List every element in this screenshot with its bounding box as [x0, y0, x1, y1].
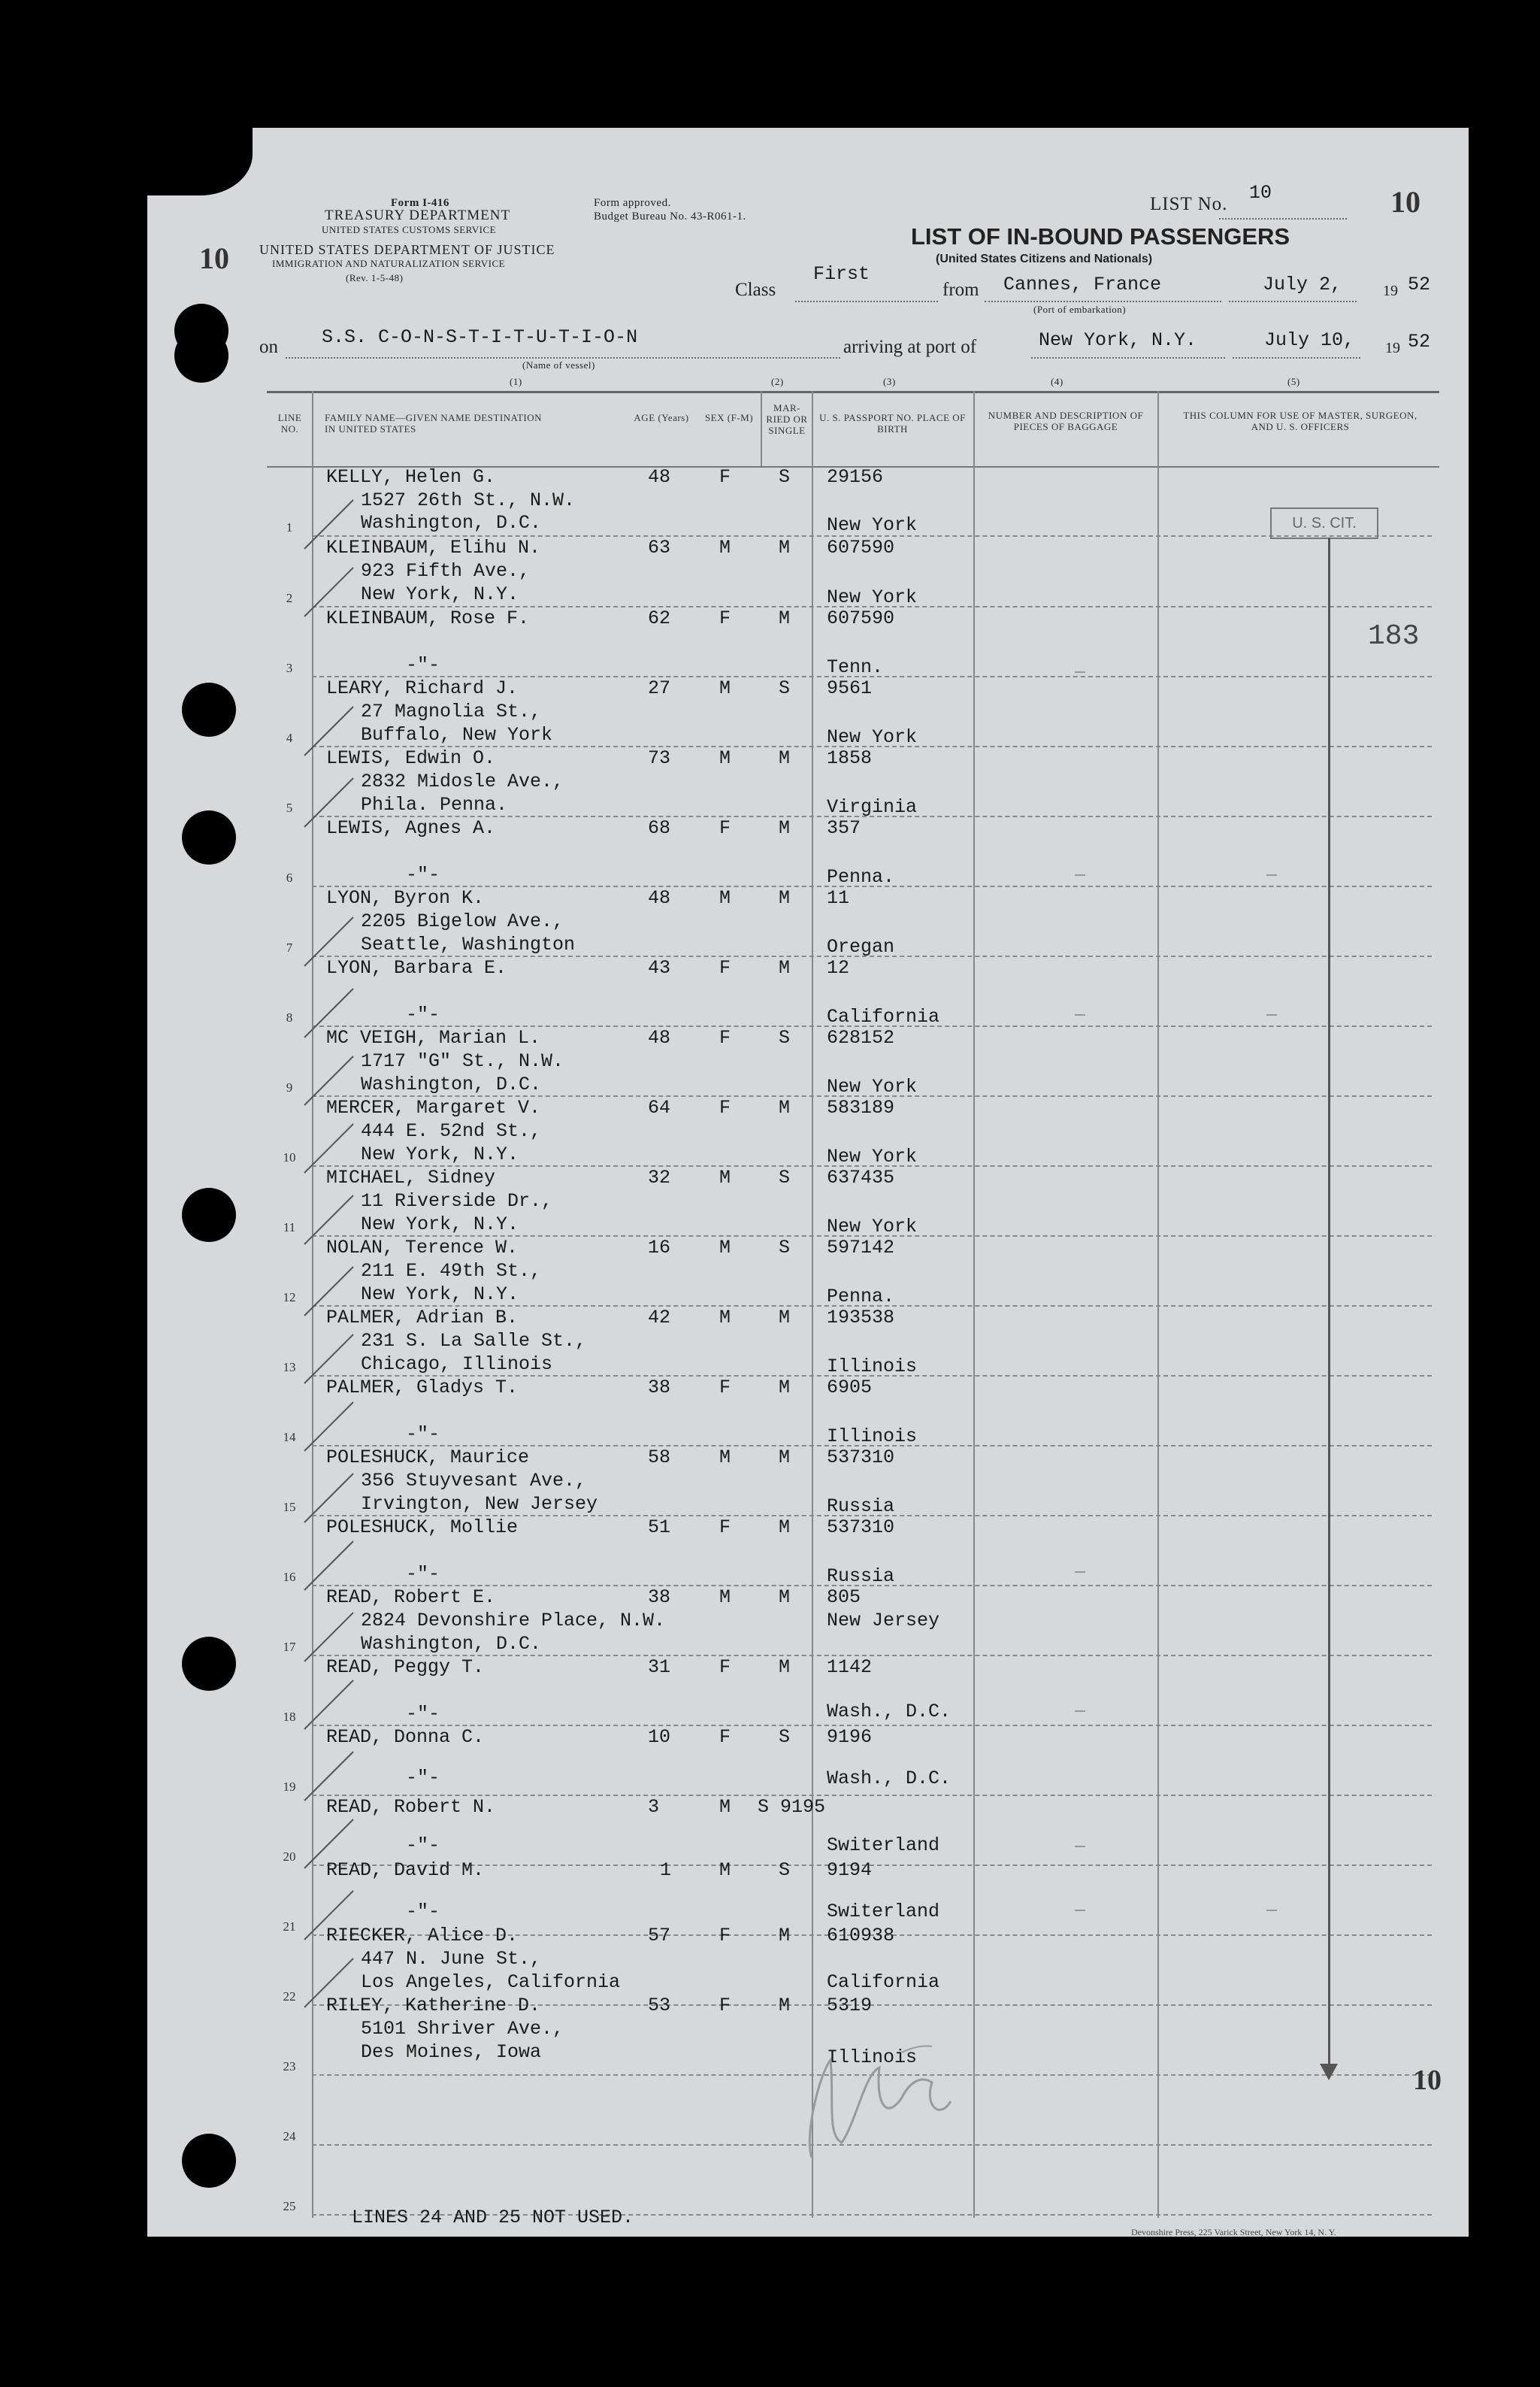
col-divider	[973, 391, 975, 2218]
passenger-marital: M	[779, 537, 791, 559]
ditto-mark: -"-	[406, 1004, 440, 1025]
passenger-name: KLEINBAUM, Elihu N.	[326, 537, 541, 559]
passenger-sex: F	[719, 1726, 731, 1748]
passenger-name: LYON, Byron K.	[326, 887, 485, 909]
col-num-2: (2)	[771, 376, 784, 387]
ditto-tick	[1075, 1910, 1085, 1911]
passenger-age: 10	[648, 1726, 671, 1748]
place-of-birth: Tenn.	[827, 656, 884, 678]
passenger-name: POLESHUCK, Maurice	[326, 1446, 530, 1468]
line-number: 18	[283, 1710, 296, 1724]
arrow-line	[1328, 538, 1330, 2067]
passenger-sex: F	[719, 466, 731, 488]
from-line	[985, 301, 1221, 302]
passenger-city: Washington, D.C.	[361, 1633, 542, 1655]
passenger-marital: M	[779, 1995, 791, 2016]
embarkation-caption: (Port of embarkation)	[1033, 304, 1127, 315]
line-number: 16	[283, 1570, 296, 1584]
passenger-sex: F	[719, 1377, 731, 1398]
passenger-city: New York, N.Y.	[361, 583, 519, 605]
from-label: from	[942, 280, 979, 300]
passenger-name: LEARY, Richard J.	[326, 677, 519, 699]
passenger-name: POLESHUCK, Mollie	[326, 1516, 519, 1538]
passenger-city: Phila. Penna.	[361, 794, 508, 816]
passenger-city: Washington, D.C.	[361, 512, 542, 534]
line-number: 20	[283, 1849, 296, 1864]
class-label: Class	[735, 280, 776, 300]
class-line	[795, 301, 938, 302]
passenger-sex: M	[719, 1237, 731, 1259]
line-number: 25	[283, 2199, 296, 2213]
ditto-mark: -"-	[406, 1423, 440, 1445]
place-of-birth: Illinois	[827, 1356, 918, 1377]
passenger-name: PALMER, Adrian B.	[326, 1307, 519, 1328]
passport-number: 637435	[827, 1167, 895, 1189]
line-number: 12	[283, 1290, 296, 1304]
class-value: First	[813, 263, 870, 285]
passenger-name: RILEY, Katherine D.	[326, 1995, 541, 2016]
passenger-address: 11 Riverside Dr.,	[361, 1190, 553, 1212]
top-left-number: 10	[199, 241, 229, 275]
departure-date: July 2,	[1263, 274, 1342, 295]
passenger-age: 73	[648, 747, 671, 769]
on-label: on	[259, 337, 278, 357]
passenger-address: 27 Magnolia St.,	[361, 701, 542, 722]
passenger-age: 3	[648, 1796, 660, 1818]
form-approved: Form approved.	[594, 197, 671, 209]
passenger-marital: M	[779, 1656, 791, 1678]
line-number: 13	[283, 1360, 296, 1374]
passenger-city: Seattle, Washington	[361, 934, 576, 956]
passenger-sex: M	[719, 747, 731, 769]
col-header-line: LINE NO.	[277, 412, 302, 435]
passenger-city: Irvington, New Jersey	[361, 1493, 598, 1515]
passport-number: 193538	[827, 1307, 895, 1328]
passport-number: 9195	[780, 1796, 826, 1818]
passenger-age: 48	[648, 887, 671, 909]
passenger-marital: M	[779, 1586, 791, 1608]
passenger-age: 27	[648, 677, 671, 699]
budget-bureau: Budget Bureau No. 43-R061-1.	[594, 211, 746, 223]
passenger-marital: S	[779, 1859, 791, 1881]
passenger-sex: M	[719, 1586, 731, 1608]
passport-number: 583189	[827, 1097, 895, 1119]
passenger-age: 53	[648, 1995, 671, 2016]
ditto-tick	[1075, 1014, 1085, 1016]
col-divider	[761, 391, 762, 466]
col-num-3: (3)	[883, 376, 896, 387]
passenger-age: 38	[648, 1377, 671, 1398]
passenger-age: 64	[648, 1097, 671, 1119]
line-number: 8	[286, 1010, 293, 1025]
passenger-age: 58	[648, 1446, 671, 1468]
passport-number: 805	[827, 1586, 861, 1608]
arriving-label: arriving at port of	[843, 337, 977, 357]
passenger-address: 356 Stuyvesant Ave.,	[361, 1470, 587, 1492]
ditto-tick	[1075, 671, 1085, 673]
passenger-address: 923 Fifth Ave.,	[361, 560, 531, 582]
binder-hole	[174, 329, 228, 383]
col-num-5: (5)	[1287, 376, 1300, 387]
place-of-birth: Russia	[827, 1565, 895, 1587]
passenger-sex: F	[719, 817, 731, 839]
passenger-name: KELLY, Helen G.	[326, 466, 496, 488]
place-of-birth: Switerland	[827, 1834, 940, 1856]
passport-number: 607590	[827, 607, 895, 629]
arrival-year: 52	[1408, 331, 1431, 353]
passenger-name: RIECKER, Alice D.	[326, 1925, 519, 1946]
ins-service: IMMIGRATION AND NATURALIZATION SERVICE	[272, 258, 506, 269]
place-of-birth: New York	[827, 514, 918, 536]
passenger-marital: S	[779, 1237, 791, 1259]
margin-number: 183	[1368, 620, 1420, 653]
place-of-birth: New York	[827, 1216, 918, 1237]
passenger-marital: S	[779, 466, 791, 488]
line-number: 2	[286, 591, 293, 605]
passenger-name: READ, Peggy T.	[326, 1656, 485, 1678]
passenger-age: 32	[648, 1167, 671, 1189]
justice-dept: UNITED STATES DEPARTMENT OF JUSTICE	[259, 242, 555, 257]
passenger-marital: S	[779, 677, 791, 699]
place-of-birth: New York	[827, 726, 918, 748]
passport-number: 9561	[827, 677, 873, 699]
place-of-birth: New York	[827, 1146, 918, 1168]
passenger-name: READ, Donna C.	[326, 1726, 485, 1748]
passenger-marital: M	[779, 887, 791, 909]
passenger-city: Los Angeles, California	[361, 1971, 621, 1993]
departure-year: 52	[1408, 274, 1431, 295]
passenger-sex: M	[719, 887, 731, 909]
passenger-marital: M	[779, 957, 791, 979]
passport-number: 628152	[827, 1027, 895, 1049]
line-number: 6	[286, 871, 293, 885]
col-header-officers: THIS COLUMN FOR USE OF MASTER, SURGEON, AND U. S. OFFICERS	[1183, 410, 1417, 432]
passenger-age: 57	[648, 1925, 671, 1946]
line-number: 21	[283, 1919, 296, 1934]
ditto-mark: -"-	[406, 654, 440, 676]
passenger-name: READ, Robert E.	[326, 1586, 496, 1608]
passenger-marital: S	[758, 1796, 770, 1818]
line-number: 22	[283, 1989, 296, 2004]
ditto-tick	[1075, 874, 1085, 876]
place-of-birth: Penna.	[827, 866, 895, 888]
customs-service: UNITED STATES CUSTOMS SERVICE	[322, 224, 497, 235]
ditto-mark: -"-	[406, 1767, 440, 1789]
passenger-sex: F	[719, 1995, 731, 2016]
passenger-age: 48	[648, 466, 671, 488]
passenger-name: MC VEIGH, Marian L.	[326, 1027, 541, 1049]
page-title: LIST OF IN-BOUND PASSENGERS	[911, 223, 1290, 250]
passport-number: 12	[827, 957, 850, 979]
list-number-value: 10	[1249, 182, 1272, 204]
place-of-birth: Penna.	[827, 1286, 895, 1307]
passport-number: 610938	[827, 1925, 895, 1946]
passenger-address: 1527 26th St., N.W.	[361, 489, 576, 511]
line-number: 7	[286, 941, 293, 955]
passenger-name: MERCER, Margaret V.	[326, 1097, 541, 1119]
passport-number: 537310	[827, 1446, 895, 1468]
passenger-marital: M	[779, 1307, 791, 1328]
passenger-sex: F	[719, 957, 731, 979]
col-header-name: FAMILY NAME—GIVEN NAME DESTINATION IN UNITED STATES	[325, 412, 543, 435]
form-revision: (Rev. 1-5-48)	[346, 272, 404, 283]
place-of-birth: Switerland	[827, 1901, 940, 1922]
ditto-mark: -"-	[406, 1901, 440, 1922]
passenger-city: New York, N.Y.	[361, 1213, 519, 1235]
passport-number: 1142	[827, 1656, 873, 1678]
passenger-marital: S	[779, 1726, 791, 1748]
arrow-down-icon	[1320, 2064, 1338, 2080]
passenger-age: 68	[648, 817, 671, 839]
passenger-age: 51	[648, 1516, 671, 1538]
line-number: 5	[286, 801, 293, 815]
ditto-mark: -"-	[406, 1703, 440, 1725]
col-num-1: (1)	[510, 376, 522, 387]
col-header-age: AGE (Years)	[634, 412, 689, 423]
passenger-marital: M	[779, 1097, 791, 1119]
place-of-birth: Illinois	[827, 1425, 918, 1447]
printer-credit: Devonshire Press, 225 Varick Street, New York 14, N. Y.	[1131, 2227, 1336, 2237]
arrival-port-line	[1031, 357, 1225, 359]
line-number: 9	[286, 1080, 293, 1095]
passenger-city: Buffalo, New York	[361, 724, 553, 746]
passenger-marital: M	[779, 1377, 791, 1398]
arrival-port: New York, N.Y.	[1039, 329, 1197, 351]
line-number: 10	[283, 1150, 296, 1165]
passenger-sex: M	[719, 1796, 731, 1818]
passenger-city: New York, N.Y.	[361, 1144, 519, 1165]
passenger-name: LEWIS, Edwin O.	[326, 747, 496, 769]
place-of-birth: Virginia	[827, 796, 918, 818]
place-of-birth: New York	[827, 1076, 918, 1098]
binder-hole	[182, 1188, 236, 1242]
list-number-label: LIST No.	[1150, 194, 1228, 214]
passenger-age: 16	[648, 1237, 671, 1259]
passenger-marital: M	[779, 1925, 791, 1946]
passenger-sex: M	[719, 677, 731, 699]
place-of-birth: New Jersey	[827, 1610, 940, 1631]
passenger-city: Des Moines, Iowa	[361, 2041, 542, 2063]
passenger-name: READ, Robert N.	[326, 1796, 496, 1818]
line-number: 23	[283, 2059, 296, 2073]
ditto-mark: -"-	[406, 1563, 440, 1585]
col-divider	[812, 391, 813, 2218]
ditto-tick	[1266, 1014, 1277, 1016]
binder-hole	[182, 2134, 236, 2188]
passenger-sex: M	[719, 1307, 731, 1328]
place-of-birth: California	[827, 1971, 940, 1993]
passenger-address: 447 N. June St.,	[361, 1948, 542, 1970]
table-top-rule	[267, 391, 1439, 393]
depart-date-line	[1229, 301, 1357, 302]
treasury-dept: TREASURY DEPARTMENT	[325, 207, 511, 223]
passenger-age: 48	[648, 1027, 671, 1049]
line-number: 1	[286, 520, 293, 535]
passenger-address: 2832 Midosle Ave.,	[361, 771, 564, 792]
list-number-line	[1219, 218, 1347, 220]
page-subtitle: (United States Citizens and Nationals)	[936, 253, 1153, 265]
place-of-birth: New York	[827, 586, 918, 608]
form-number: Form I-416	[391, 197, 449, 209]
place-of-birth: Wash., D.C.	[827, 1768, 952, 1789]
ditto-tick	[1266, 1910, 1277, 1911]
arrival-date-line	[1233, 357, 1360, 359]
us-citizen-stamp: U. S. CIT.	[1270, 507, 1378, 539]
passport-number: 11	[827, 887, 850, 909]
ditto-tick	[1266, 874, 1277, 876]
vessel-caption: (Name of vessel)	[522, 359, 595, 371]
line-number: 3	[286, 661, 293, 675]
list-corner-number: 10	[1390, 185, 1420, 219]
passenger-sex: F	[719, 1656, 731, 1678]
ditto-tick	[1075, 1571, 1085, 1573]
place-of-birth: Illinois	[827, 2046, 918, 2068]
vessel-line	[286, 357, 840, 359]
passenger-age: 63	[648, 537, 671, 559]
passenger-age: 1	[660, 1859, 672, 1881]
embarkation-port: Cannes, France	[1003, 274, 1162, 295]
passport-number: 597142	[827, 1237, 895, 1259]
footer-note: LINES 24 AND 25 NOT USED.	[352, 2207, 634, 2228]
passport-number: 1858	[827, 747, 873, 769]
passport-number: 29156	[827, 466, 884, 488]
handwritten-signature	[789, 2030, 962, 2165]
col-header-married: MAR-RIED OR SINGLE	[766, 402, 808, 436]
passenger-sex: M	[719, 1446, 731, 1468]
place-of-birth: Russia	[827, 1495, 895, 1517]
passenger-sex: F	[719, 1097, 731, 1119]
passenger-address: 2824 Devonshire Place, N.W.	[361, 1610, 666, 1631]
passenger-name: NOLAN, Terence W.	[326, 1237, 519, 1259]
col-header-baggage: NUMBER AND DESCRIPTION OF PIECES OF BAGGAGE	[988, 410, 1144, 432]
passenger-address: 444 E. 52nd St.,	[361, 1120, 542, 1142]
passenger-marital: M	[779, 747, 791, 769]
passenger-age: 43	[648, 957, 671, 979]
binder-hole	[182, 810, 236, 865]
line-number: 4	[286, 731, 293, 745]
passenger-marital: M	[779, 1516, 791, 1538]
passport-number: 9196	[827, 1726, 873, 1748]
passenger-city: Washington, D.C.	[361, 1074, 542, 1095]
passenger-marital: S	[779, 1167, 791, 1189]
line-number: 14	[283, 1430, 296, 1444]
passport-number: 5319	[827, 1995, 873, 2016]
ditto-mark: -"-	[406, 1834, 440, 1856]
col-header-passport: U. S. PASSPORT NO. PLACE OF BIRTH	[819, 412, 966, 435]
passenger-address: 5101 Shriver Ave.,	[361, 2018, 564, 2040]
passenger-sex: F	[719, 1516, 731, 1538]
passenger-marital: M	[779, 817, 791, 839]
passport-number: 6905	[827, 1377, 873, 1398]
bottom-right-number: 10	[1413, 2064, 1442, 2096]
binder-hole	[182, 1637, 236, 1691]
place-of-birth: Oregan	[827, 936, 895, 958]
passenger-sex: M	[719, 1859, 731, 1881]
col-header-sex: SEX (F-M)	[704, 412, 754, 423]
year-prefix: 19	[1383, 283, 1398, 299]
passenger-name: LYON, Barbara E.	[326, 957, 507, 979]
line-number: 17	[283, 1640, 296, 1654]
binder-hole	[182, 683, 236, 737]
passenger-sex: F	[719, 607, 731, 629]
passenger-age: 42	[648, 1307, 671, 1328]
ditto-tick	[1075, 1846, 1085, 1847]
passport-number: 537310	[827, 1516, 895, 1538]
check-marks	[301, 496, 398, 2075]
passenger-address: 231 S. La Salle St.,	[361, 1330, 587, 1352]
passenger-age: 38	[648, 1586, 671, 1608]
passenger-sex: F	[719, 1925, 731, 1946]
passenger-marital: M	[779, 1446, 791, 1468]
passport-number: 357	[827, 817, 861, 839]
col-divider	[1157, 391, 1159, 2218]
passenger-city: Chicago, Illinois	[361, 1353, 553, 1375]
passenger-name: MICHAEL, Sidney	[326, 1167, 496, 1189]
passport-number: 607590	[827, 537, 895, 559]
passenger-name: KLEINBAUM, Rose F.	[326, 607, 530, 629]
place-of-birth: Wash., D.C.	[827, 1701, 952, 1722]
line-number: 19	[283, 1780, 296, 1794]
arrival-year-prefix: 19	[1385, 340, 1400, 356]
passenger-address: 211 E. 49th St.,	[361, 1260, 542, 1282]
place-of-birth: California	[827, 1006, 940, 1028]
line-number: 24	[283, 2129, 296, 2143]
arrival-date: July 10,	[1264, 329, 1355, 351]
passenger-sex: F	[719, 1027, 731, 1049]
ditto-tick	[1075, 1710, 1085, 1712]
passenger-sex: M	[719, 1167, 731, 1189]
vessel-name: S.S. C-O-N-S-T-I-T-U-T-I-O-N	[322, 326, 638, 348]
ditto-mark: -"-	[406, 864, 440, 886]
col-num-4: (4)	[1051, 376, 1063, 387]
passenger-name: PALMER, Gladys T.	[326, 1377, 519, 1398]
passenger-age: 62	[648, 607, 671, 629]
passenger-name: LEWIS, Agnes A.	[326, 817, 496, 839]
line-number: 11	[283, 1220, 296, 1234]
passenger-age: 31	[648, 1656, 671, 1678]
passenger-marital: S	[779, 1027, 791, 1049]
passenger-address: 1717 "G" St., N.W.	[361, 1050, 564, 1072]
passenger-address: 2205 Bigelow Ave.,	[361, 910, 564, 932]
passenger-name: READ, David M.	[326, 1859, 485, 1881]
passenger-city: New York, N.Y.	[361, 1283, 519, 1305]
line-number: 15	[283, 1500, 296, 1514]
passenger-marital: M	[779, 607, 791, 629]
passenger-sex: M	[719, 537, 731, 559]
passport-number: 9194	[827, 1859, 873, 1881]
